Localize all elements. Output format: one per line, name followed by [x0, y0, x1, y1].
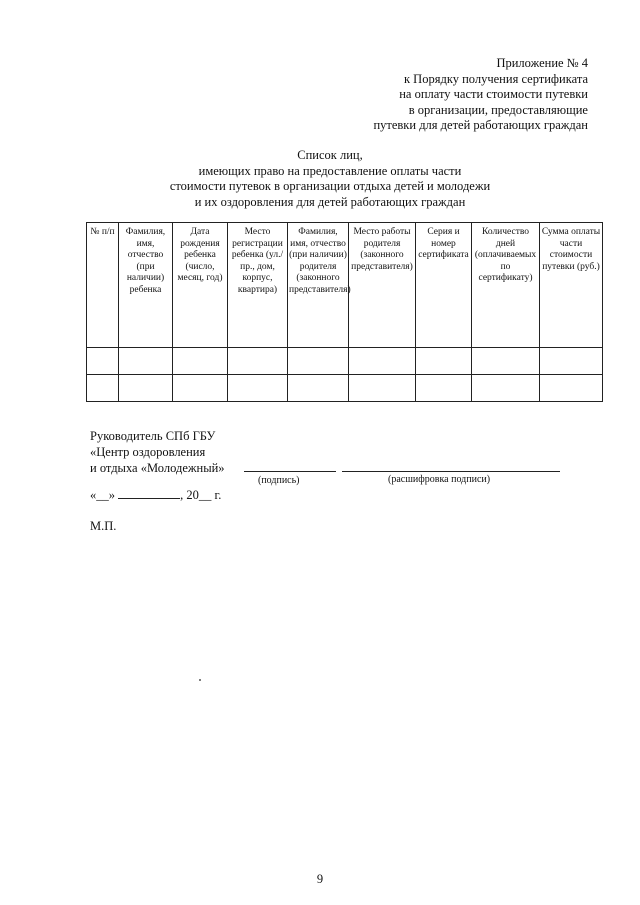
appendix-line: на оплату части стоимости путевки [399, 87, 588, 102]
table-cell[interactable] [87, 375, 119, 402]
title-line: стоимости путевок в организации отдыха детей и молодежи [169, 179, 491, 193]
header-parent-name: Фамилия, имя, отчество (при наличии) родителя (законного представителя) [288, 223, 349, 348]
table-cell[interactable] [228, 348, 288, 375]
title-line: Список лиц, [297, 148, 363, 162]
header-number: № п/п [87, 223, 119, 348]
table-cell[interactable] [119, 348, 173, 375]
title-line: имеющих право на предоставление оплаты части [198, 163, 462, 178]
table-cell[interactable] [349, 375, 416, 402]
table-cell[interactable] [416, 348, 472, 375]
date-row: «__» , 20__ г. [90, 488, 222, 502]
page-number: 9 [316, 872, 324, 886]
table-cell[interactable] [540, 375, 603, 402]
header-birth-date: Дата рождения ребенка (число, месяц, год) [173, 223, 228, 348]
appendix-header [373, 56, 588, 134]
signature-decode-caption: (расшифровка подписи) [388, 474, 491, 485]
table-row [87, 348, 603, 375]
table-cell[interactable] [288, 348, 349, 375]
signer-title-line: Руководитель СПб ГБУ [90, 429, 216, 443]
table-cell[interactable] [472, 375, 540, 402]
appendix-line: Приложение № 4 [496, 56, 588, 70]
appendix-line: к Порядку получения сертификата [403, 71, 588, 86]
appendix-line: путевки для детей работающих граждан [373, 118, 588, 133]
table-row [87, 375, 603, 402]
table-header-row [87, 223, 603, 348]
stamp-placeholder: М.П. [90, 519, 117, 533]
header-certificate: Серия и номер сертификата [416, 223, 472, 348]
header-registration: Место регистрации ребенка (ул./пр., дом, корпус, квартира) [228, 223, 288, 348]
table-cell[interactable] [416, 375, 472, 402]
table-cell[interactable] [288, 375, 349, 402]
signature-line[interactable] [244, 471, 336, 472]
document-title [150, 148, 510, 210]
date-month-field[interactable] [118, 487, 180, 499]
table-cell[interactable] [173, 375, 228, 402]
header-days: Количество дней (оплачиваемых по сертификату) [472, 223, 540, 348]
signer-title-line: «Центр оздоровления [90, 445, 206, 459]
date-year: 20__ г. [186, 488, 222, 502]
table-cell[interactable] [87, 348, 119, 375]
header-amount: Сумма оплаты части стоимости путевки (руб.) [540, 223, 603, 348]
header-workplace: Место работы родителя (законного представителя) [349, 223, 416, 348]
table-cell[interactable] [349, 348, 416, 375]
table-cell[interactable] [119, 375, 173, 402]
signature-decode-line[interactable] [342, 471, 560, 472]
scan-speck [199, 679, 201, 681]
table-cell[interactable] [472, 348, 540, 375]
table-cell[interactable] [540, 348, 603, 375]
appendix-line: в организации, предоставляющие [408, 102, 588, 117]
signature-block [90, 428, 225, 476]
title-line: и их оздоровления для детей работающих граждан [194, 194, 466, 209]
date-day-field[interactable]: __ [96, 488, 109, 502]
list-table [86, 222, 603, 402]
signer-title-line: и отдыха «Молодежный» [90, 461, 225, 475]
signature-caption: (подпись) [258, 475, 300, 486]
table-cell[interactable] [228, 375, 288, 402]
header-child-name: Фамилия, имя, отчество (при наличии) ребенка [119, 223, 173, 348]
date-quote-close: » [108, 488, 115, 502]
date-quote-open: « [90, 488, 97, 502]
table-cell[interactable] [173, 348, 228, 375]
